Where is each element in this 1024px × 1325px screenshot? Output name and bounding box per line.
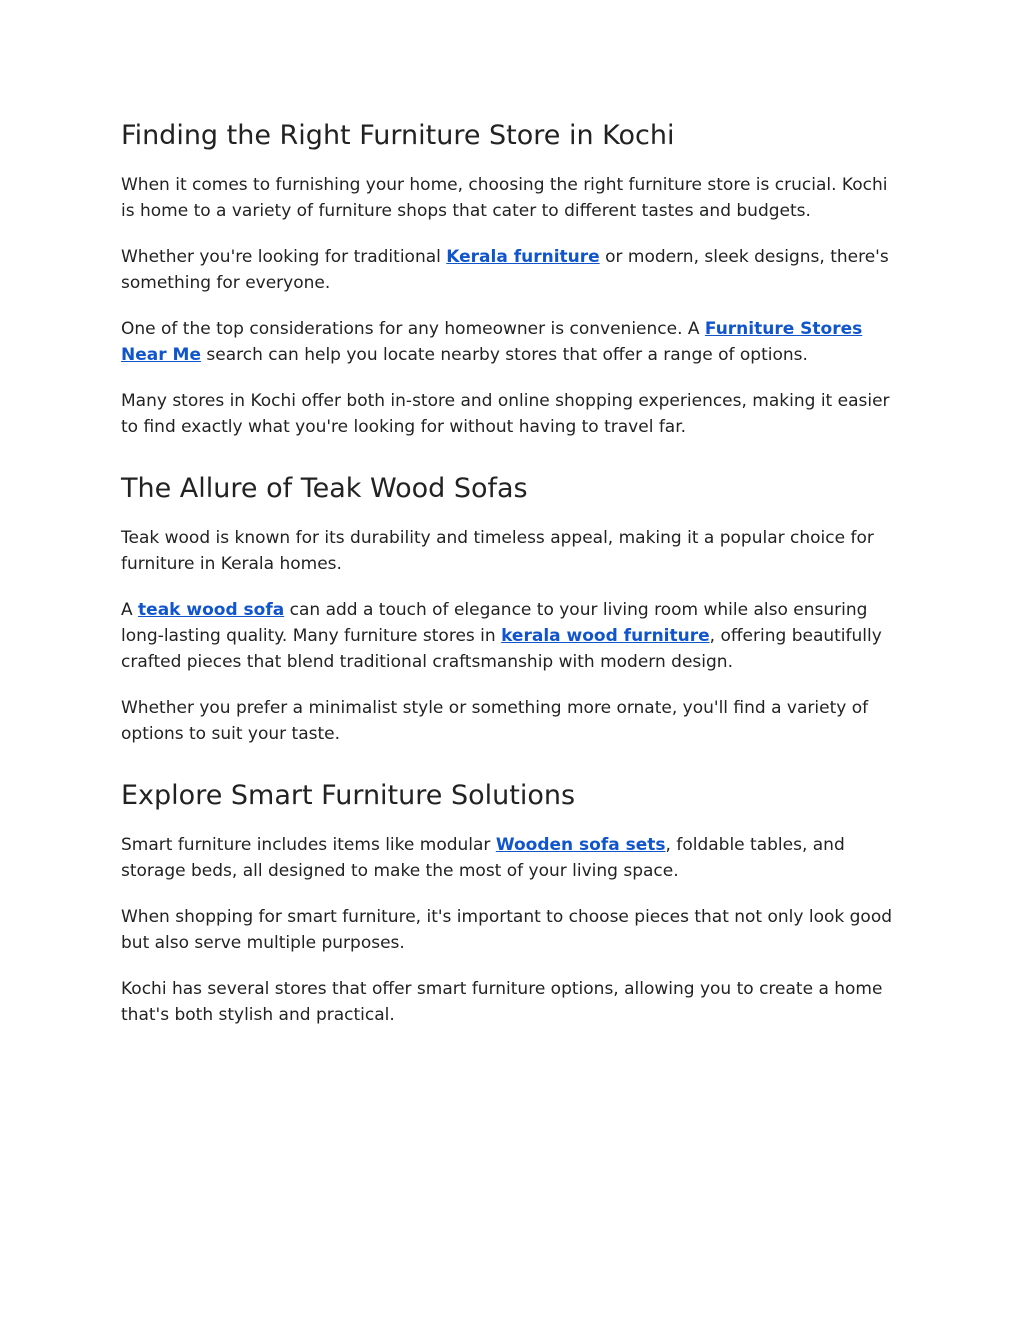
paragraph-text: One of the top considerations for any homeowner is convenience. A [121,319,705,339]
paragraph-style-preference: Whether you prefer a minimalist style or something more ornate, you'll find a variety of options to suit your taste. [121,698,869,744]
section-heading-smart-furniture: Explore Smart Furniture Solutions [121,780,576,811]
paragraph-text: Whether you're looking for traditional [121,247,447,267]
teak-wood-sofa-link[interactable]: teak wood sofa [138,600,285,620]
kerala-wood-furniture-link[interactable]: kerala wood furniture [501,626,710,646]
paragraph-intro: When it comes to furnishing your home, choosing the right furniture store is crucial. Kochi is home to a variety of furniture shops that cater to different tastes and budgets. [121,175,888,221]
paragraph-traditional [121,244,901,296]
paragraph-text: , offering beautifully crafted pieces that blend traditional craftsmanship with modern design. [121,626,882,672]
paragraph-text: search can help you locate nearby stores that offer a range of options. [200,345,808,365]
paragraph-convenience [121,316,901,368]
paragraph-text: A [121,600,139,620]
paragraph-smart-intro [121,832,901,884]
furniture-stores-near-me-link[interactable]: Furniture Stores Near Me [121,319,863,365]
paragraph-teak-intro: Teak wood is known for its durability and timeless appeal, making it a popular choice for furniture in Kerala homes. [121,528,874,574]
wooden-sofa-sets-link[interactable]: Wooden sofa sets [495,835,666,855]
paragraph-text: or modern, sleek designs, there's something for everyone. [121,247,889,293]
paragraph-teak-sofa [121,597,901,675]
paragraph-smart-shopping: When shopping for smart furniture, it's important to choose pieces that not only look good but also serve multiple purposes. [121,907,893,953]
paragraph-online-shopping: Many stores in Kochi offer both in-store and online shopping experiences, making it easier to find exactly what you're looking for without having to travel far. [121,391,890,437]
paragraph-text: , foldable tables, and storage beds, all designed to make the most of your living space. [121,835,845,881]
document-body [121,118,901,1028]
paragraph-text: can add a touch of elegance to your living room while also ensuring long-lasting quality. Many furniture stores in [121,600,868,646]
section-heading-finding-store: Finding the Right Furniture Store in Kochi [121,120,675,151]
paragraph-smart-stores: Kochi has several stores that offer smart furniture options, allowing you to create a home that's both stylish and practical. [121,979,883,1025]
paragraph-text: Smart furniture includes items like modular [121,835,496,855]
kerala-furniture-link[interactable]: Kerala furniture [446,247,600,267]
section-heading-teak-sofas: The Allure of Teak Wood Sofas [121,473,528,504]
